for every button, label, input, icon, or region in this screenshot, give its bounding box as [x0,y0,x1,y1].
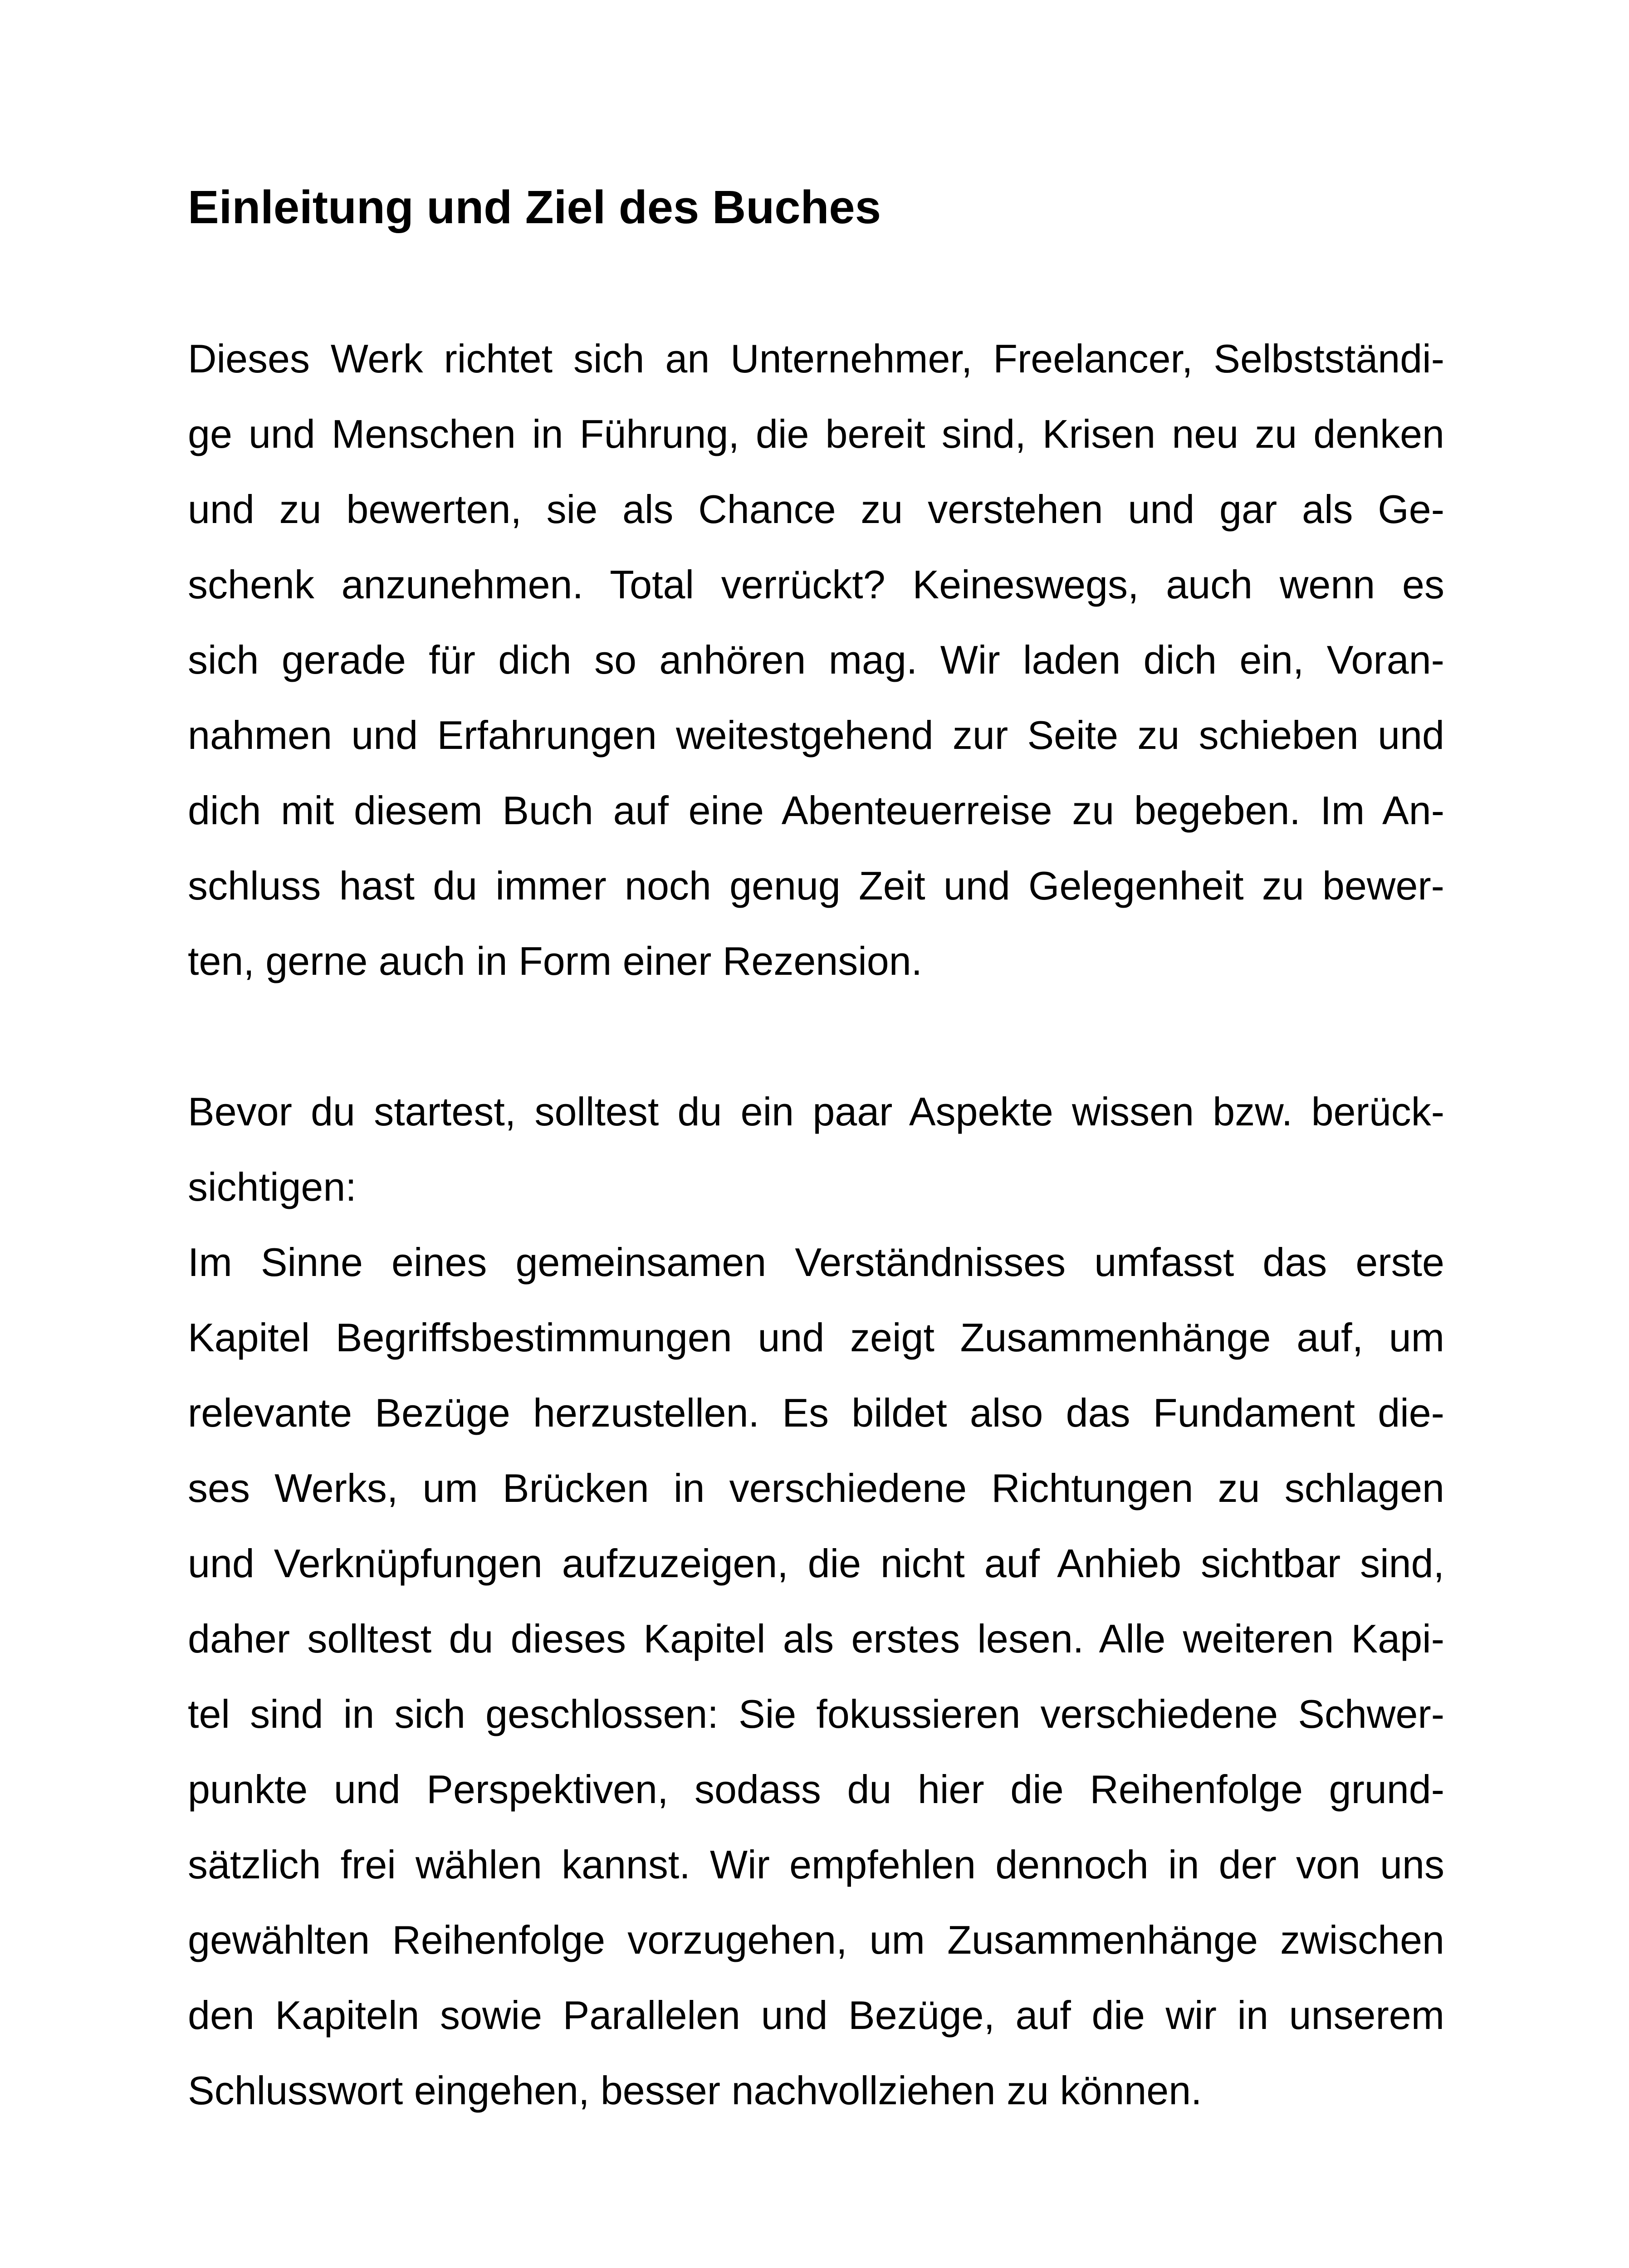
text-line: sichtigen: [188,1164,357,1209]
paragraph-intro [188,321,1444,999]
text-line: daher solltest du dieses Kapitel als erstes lesen. Alle weiteren Kapi- [188,1616,1444,1661]
text-line: ses Werks, um Brücken in verschiedene Richtungen zu schlagen [188,1466,1444,1510]
text-line: gewählten Reihenfolge vorzugehen, um Zusammenhänge zwischen [188,1917,1444,1962]
text-line: und zu bewerten, sie als Chance zu verstehen und gar als Ge- [188,487,1444,532]
text-line: tel sind in sich geschlossen: Sie fokussieren verschiedene Schwer- [188,1691,1444,1736]
text-line: ten, gerne auch in Form einer Rezension. [188,938,923,983]
text-line: Dieses Werk richtet sich an Unternehmer, Freelancer, Selbstständi- [188,336,1444,381]
text-line: den Kapiteln sowie Parallelen und Bezüge, auf die wir in unserem [188,1993,1444,2038]
text-line: Kapitel Begriffsbestimmungen und zeigt Zusammenhänge auf, um [188,1315,1444,1360]
chapter-heading: Einleitung und Ziel des Buches [188,181,881,233]
text-line: dich mit diesem Buch auf eine Abenteuerreise zu begeben. Im An- [188,788,1444,833]
text-line: Schlusswort eingehen, besser nachvollziehen zu können. [188,2068,1202,2113]
text-line: sich gerade für dich so anhören mag. Wir laden dich ein, Voran- [188,637,1444,682]
text-line: ge und Menschen in Führung, die bereit sind, Krisen neu zu denken [188,411,1444,456]
text-line: sätzlich frei wählen kannst. Wir empfehlen dennoch in der von uns [188,1842,1444,1887]
text-line: nahmen und Erfahrungen weitestgehend zur Seite zu schieben und [188,713,1444,758]
text-line: schluss hast du immer noch genug Zeit und Gelegenheit zu bewer- [188,863,1444,908]
text-line: und Verknüpfungen aufzuzeigen, die nicht auf Anhieb sichtbar sind, [188,1541,1444,1586]
paragraph-reading-guide [188,1074,1444,2128]
text-line: Bevor du startest, solltest du ein paar Aspekte wissen bzw. berück- [188,1089,1444,1134]
text-line: Im Sinne eines gemeinsamen Verständnisses umfasst das erste [188,1240,1444,1285]
text-line: relevante Bezüge herzustellen. Es bildet also das Fundament die- [188,1390,1444,1435]
text-line: punkte und Perspektiven, sodass du hier die Reihenfolge grund- [188,1767,1444,1812]
text-line: schenk anzunehmen. Total verrückt? Keineswegs, auch wenn es [188,562,1444,607]
